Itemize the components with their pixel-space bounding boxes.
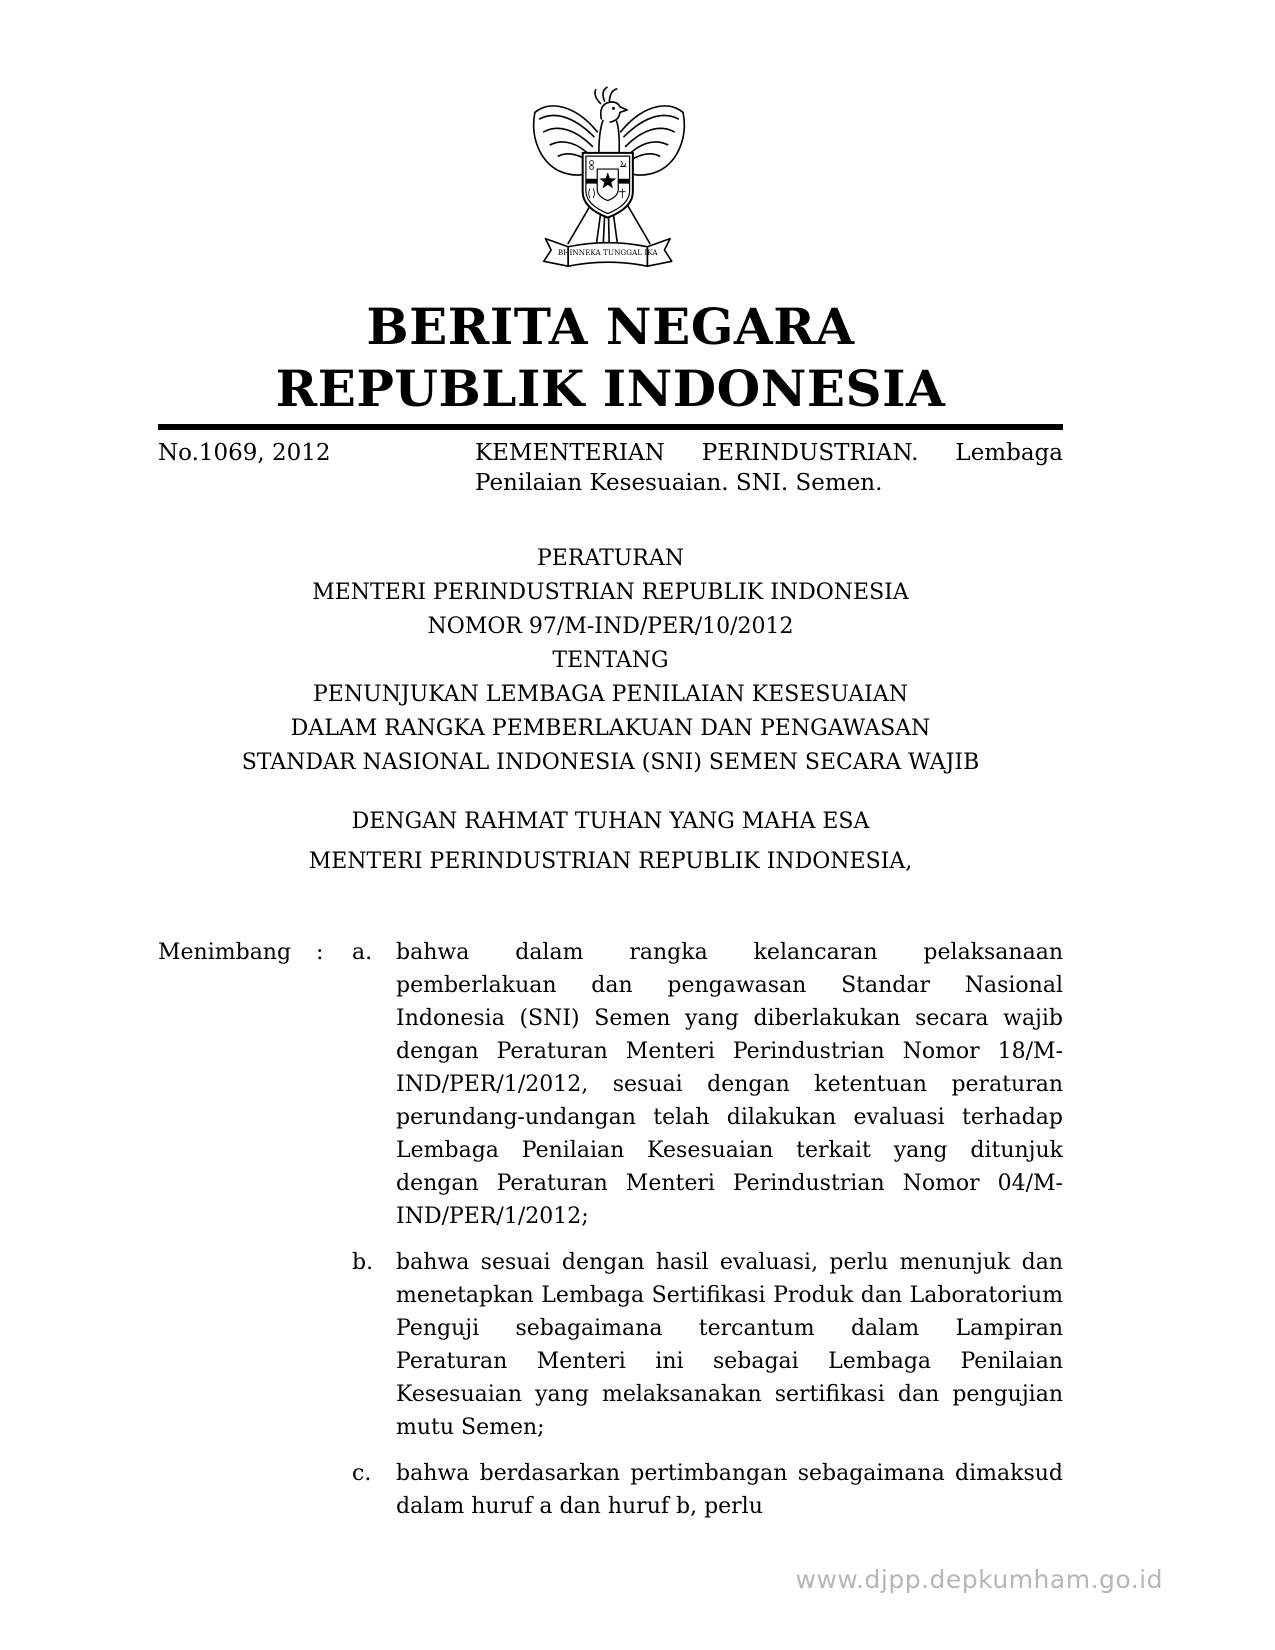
issue-subject [475, 438, 1063, 498]
issue-subject-line-2: Penilaian Kesesuaian. SNI. Semen. [475, 470, 883, 496]
heading-subject-1: PENUNJUKAN LEMBAGA PENILAIAN KESESUAIAN [312, 682, 909, 707]
heading-subject-2: DALAM RANGKA PEMBERLAKUAN DAN PENGAWASAN [290, 716, 931, 741]
considering-colon: : [316, 940, 324, 965]
considering-section [158, 936, 1063, 1536]
considering-item-b [352, 1246, 1063, 1444]
heading-authority: MENTERI PERINDUSTRIAN REPUBLIK INDONESIA [312, 580, 909, 605]
gazette-masthead [158, 296, 1063, 420]
preamble-line-2: MENTERI PERINDUSTRIAN REPUBLIK INDONESIA, [308, 849, 913, 874]
heading-number: NOMOR 97/M-IND/PER/10/2012 [427, 614, 794, 639]
considering-label: Menimbang [158, 940, 292, 965]
considering-items [352, 936, 1063, 1536]
item-text-a: bahwa dalam rangka kelancaran pelaksanaan pemberlakuan dan pengawasan Standar Nasional Indonesia (SNI) Semen yang diberlakukan secara wajib dengan Peraturan Menteri Perindustrian Nomor 18/M-IND/PER/1/2012, sesuai dengan ketentuan peraturan perundang-undangan telah dilakukan evaluasi terhadap Lembaga Penilaian Kesesuaian terkait yang ditunjuk dengan Peraturan Menteri Perindustrian Nomor 04/M-IND/PER/1/2012; [396, 940, 1063, 1229]
considering-item-a [352, 936, 1063, 1233]
masthead-line-1: BERITA NEGARA [366, 297, 855, 356]
page-content [158, 0, 1063, 1536]
regulation-heading [158, 542, 1063, 780]
issue-subject-line-1: KEMENTERIAN PERINDUSTRIAN. Lembaga [475, 440, 1063, 466]
eagle-eye-icon [611, 107, 614, 110]
item-letter-b: b. [352, 1250, 374, 1275]
heading-tentang: TENTANG [552, 648, 669, 673]
pancasila-shield-icon [582, 153, 632, 218]
emblem-container [158, 0, 1063, 284]
emblem-motto: BHINNEKA TUNGGAL IKA [557, 247, 658, 257]
eagle-head-icon [600, 102, 626, 122]
masthead-divider [158, 424, 1063, 430]
heading-subject-3: STANDAR NASIONAL INDONESIA (SNI) SEMEN SECARA WAJIB [241, 750, 980, 775]
item-text-c: bahwa berdasarkan pertimbangan sebagaimana dimaksud dalam huruf a dan huruf b, perlu [396, 1461, 1063, 1519]
crest-feathers-icon [595, 87, 617, 103]
item-letter-a: a. [352, 940, 373, 965]
masthead-line-2: REPUBLIK INDONESIA [275, 359, 946, 418]
watermark-url: www.djpp.depkumham.go.id [795, 1565, 1163, 1594]
preamble-line-1: DENGAN RAHMAT TUHAN YANG MAHA ESA [351, 809, 870, 834]
item-letter-c: c. [352, 1461, 372, 1486]
item-text-b: bahwa sesuai dengan hasil evaluasi, perlu menunjuk dan menetapkan Lembaga Sertifikasi Produk dan Laboratorium Penguji sebagaimana tercantum dalam Lampiran Peraturan Menteri ini sebagai Lembaga Penilaian Kesesuaian yang melaksanakan sertifikasi dan pengujian mutu Semen; [396, 1250, 1063, 1440]
garuda-pancasila-emblem [526, 84, 696, 280]
considering-item-c [352, 1457, 1063, 1523]
heading-type: PERATURAN [536, 546, 685, 571]
issue-header [158, 438, 1063, 498]
issue-number: No.1069, 2012 [158, 440, 331, 466]
eagle-neck-icon [598, 120, 618, 152]
preamble [158, 802, 1063, 882]
